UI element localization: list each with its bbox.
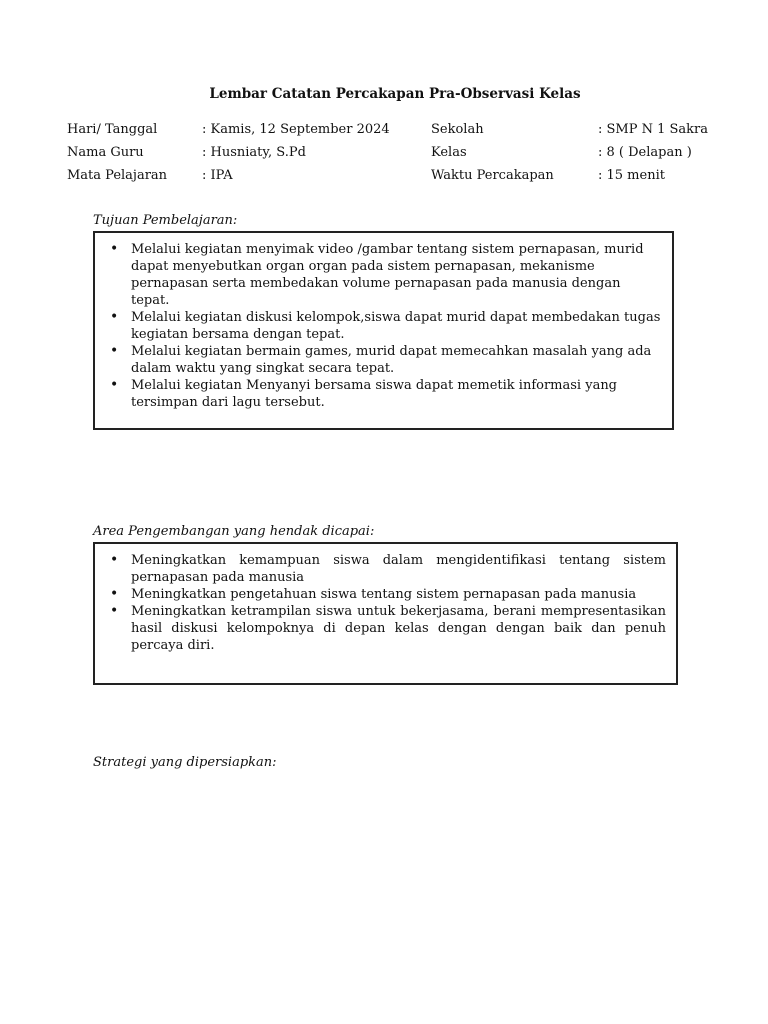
- info-value: : 8 ( Delapan ): [598, 145, 692, 160]
- tujuan-label: Tujuan Pembelajaran:: [93, 213, 238, 228]
- info-value: : Husniaty, S.Pd: [202, 145, 306, 160]
- list-item: • Melalui kegiatan Menyanyi bersama siswa dapat memetik informasi yang tersimpan dari lagu tersebut.: [107, 377, 662, 411]
- info-label: Kelas: [431, 145, 467, 160]
- area-box: [93, 542, 678, 685]
- info-value: : Kamis, 12 September 2024: [202, 122, 390, 137]
- info-label: Nama Guru: [67, 145, 144, 160]
- list-item: • Meningkatkan ketrampilan siswa untuk bekerjasama, berani mempresentasikan hasil diskusi kelompoknya di depan kelas dengan dengan baik dan penuh percaya diri.: [107, 603, 666, 654]
- info-label: Hari/ Tanggal: [67, 122, 158, 137]
- info-value: : 15 menit: [598, 168, 665, 183]
- info-label: Mata Pelajaran: [67, 168, 168, 183]
- tujuan-box: [93, 231, 674, 430]
- list-item: • Melalui kegiatan menyimak video /gambar tentang sistem pernapasan, murid dapat menyebutkan organ organ pada sistem pernapasan, mekanisme pernapasan serta membedakan volume pernapasan pada manusia dengan tepat.: [107, 241, 662, 309]
- area-label: Area Pengembangan yang hendak dicapai:: [93, 524, 375, 539]
- info-row: [67, 167, 747, 190]
- info-table: [67, 121, 747, 190]
- info-label: Waktu Percakapan: [431, 168, 554, 183]
- info-row: [67, 121, 747, 144]
- strategi-label: Strategi yang dipersiapkan:: [93, 755, 277, 770]
- area-list: [107, 552, 666, 654]
- list-item: • Melalui kegiatan bermain games, murid dapat memecahkan masalah yang ada dalam waktu yang singkat secara tepat.: [107, 343, 662, 377]
- list-item: • Meningkatkan pengetahuan siswa tentang sistem pernapasan pada manusia: [107, 586, 666, 603]
- document-title: Lembar Catatan Percakapan Pra-Observasi Kelas: [209, 86, 581, 102]
- info-value: : IPA: [202, 168, 233, 183]
- info-value: : SMP N 1 Sakra: [598, 122, 709, 137]
- info-label: Sekolah: [431, 122, 484, 137]
- list-item: • Meningkatkan kemampuan siswa dalam mengidentifikasi tentang sistem pernapasan pada manusia: [107, 552, 666, 586]
- tujuan-list: [107, 241, 662, 411]
- info-row: [67, 144, 747, 167]
- list-item: • Melalui kegiatan diskusi kelompok,siswa dapat murid dapat membedakan tugas kegiatan bersama dengan tepat.: [107, 309, 662, 343]
